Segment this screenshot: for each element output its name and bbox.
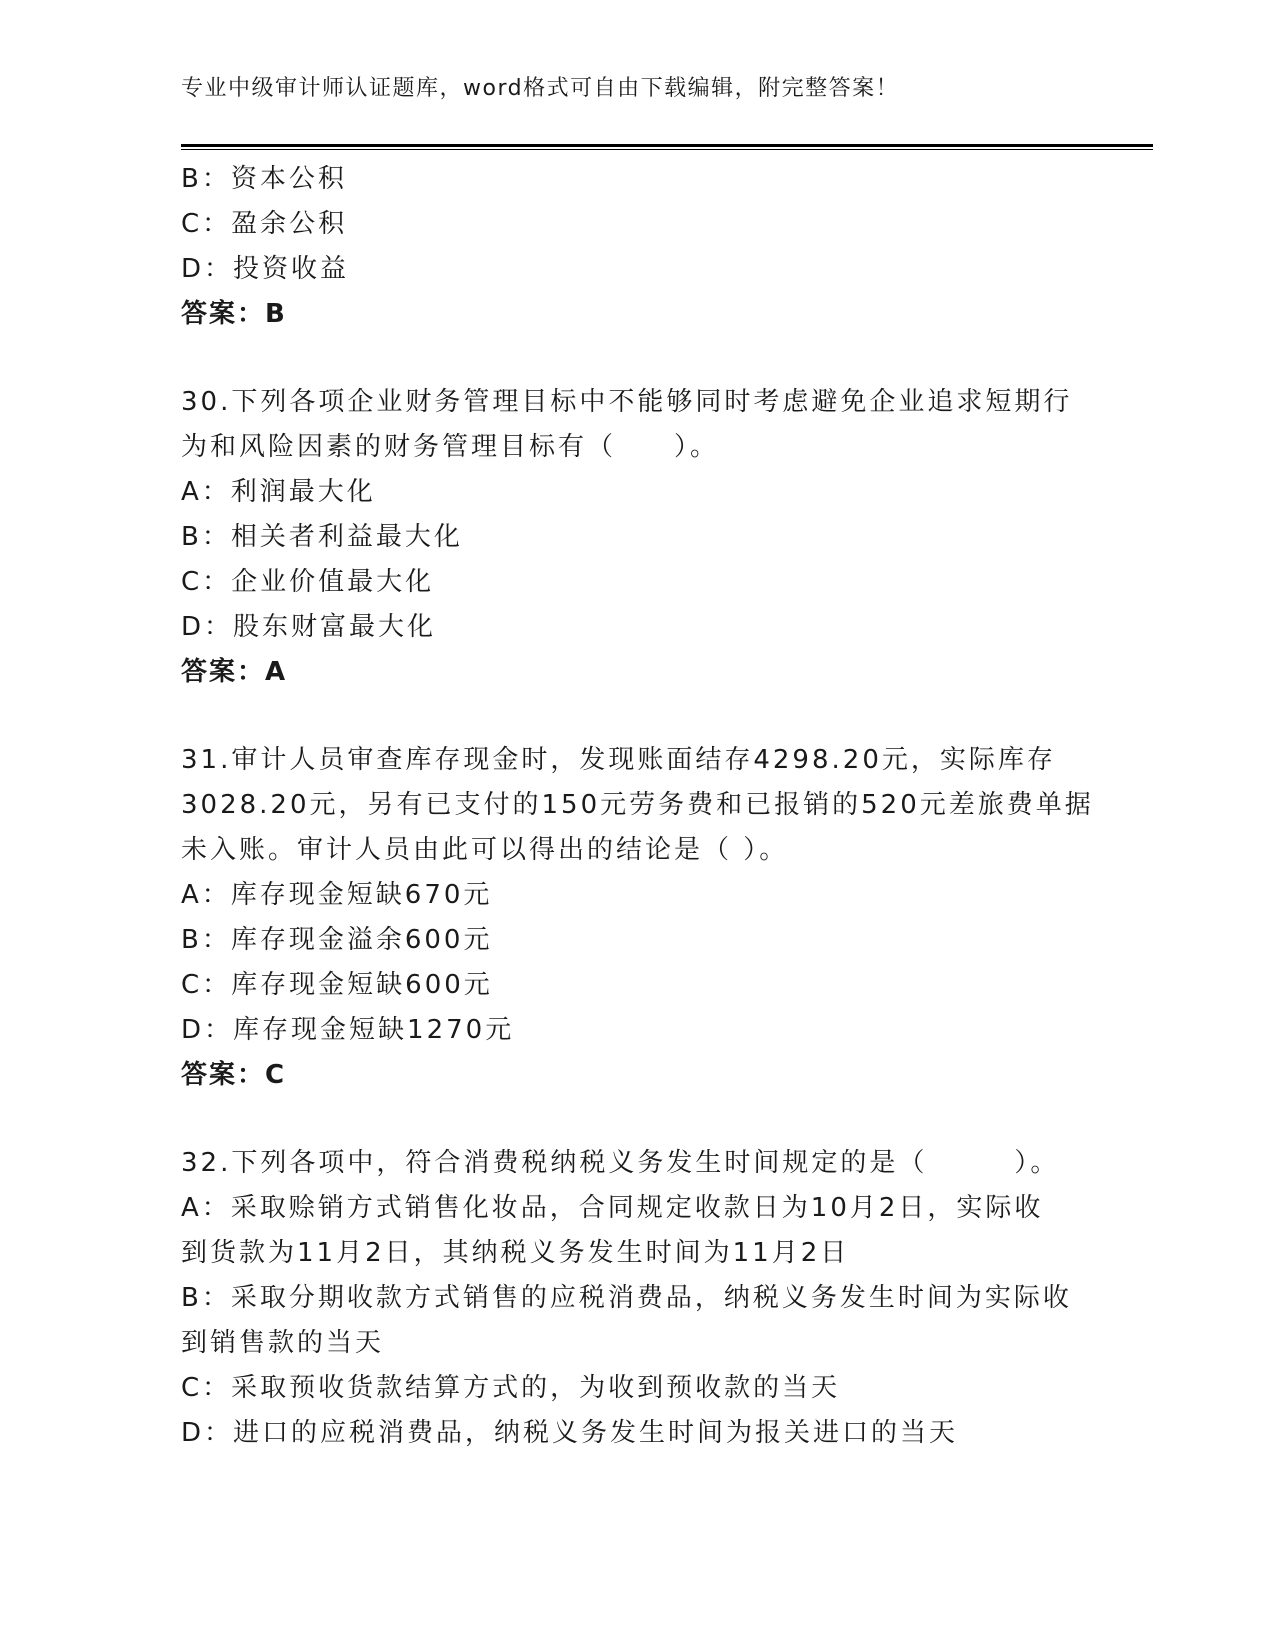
- option-line: D：库存现金短缺1270元: [181, 1015, 515, 1045]
- question-stem: 32.下列各项中，符合消费税纳税义务发生时间规定的是（ ）。: [181, 1148, 1060, 1178]
- question-32: [181, 1141, 1081, 1456]
- option-line: C：企业价值最大化: [181, 567, 435, 597]
- question-stem: 31.审计人员审查库存现金时，发现账面结存4298.20元，实际库存: [181, 745, 1056, 775]
- option-line: D：投资收益: [181, 254, 350, 284]
- option-line: B：相关者利益最大化: [181, 522, 463, 552]
- option-line: 到货款为11月2日，其纳税义务发生时间为11月2日: [181, 1238, 850, 1268]
- header-rule-thick: [181, 144, 1153, 147]
- question-30: [181, 380, 1081, 695]
- question-content: [181, 157, 1094, 1456]
- answer-line: 答案：C: [181, 1060, 287, 1090]
- option-line: A：利润最大化: [181, 477, 376, 507]
- option-line: 到销售款的当天: [181, 1328, 385, 1358]
- option-line: B：采取分期收款方式销售的应税消费品，纳税义务发生时间为实际收: [181, 1283, 1072, 1313]
- question-stem: 30.下列各项企业财务管理目标中不能够同时考虑避免企业追求短期行: [181, 387, 1073, 417]
- header-rule-thin: [181, 149, 1153, 150]
- question-stem: 为和风险因素的财务管理目标有（ ）。: [181, 432, 720, 462]
- prev-question-tail: [181, 157, 1081, 337]
- option-line: D：进口的应税消费品，纳税义务发生时间为报关进口的当天: [181, 1418, 959, 1448]
- page-header: 专业中级审计师认证题库，word格式可自由下载编辑，附完整答案！: [181, 76, 900, 101]
- option-line: C：盈余公积: [181, 209, 348, 239]
- question-31: [181, 738, 1094, 1098]
- question-stem: 未入账。审计人员由此可以得出的结论是（ ）。: [181, 835, 789, 865]
- answer-line: 答案：A: [181, 657, 288, 687]
- option-line: D：股东财富最大化: [181, 612, 437, 642]
- option-line: C：库存现金短缺600元: [181, 970, 493, 1000]
- option-line: A：采取赊销方式销售化妆品，合同规定收款日为10月2日，实际收: [181, 1193, 1044, 1223]
- question-stem: 3028.20元，另有已支付的150元劳务费和已报销的520元差旅费单据: [181, 790, 1094, 820]
- option-line: B：资本公积: [181, 164, 347, 194]
- option-line: C：采取预收货款结算方式的，为收到预收款的当天: [181, 1373, 841, 1403]
- option-line: A：库存现金短缺670元: [181, 880, 493, 910]
- answer-line: 答案：B: [181, 299, 287, 329]
- option-line: B：库存现金溢余600元: [181, 925, 493, 955]
